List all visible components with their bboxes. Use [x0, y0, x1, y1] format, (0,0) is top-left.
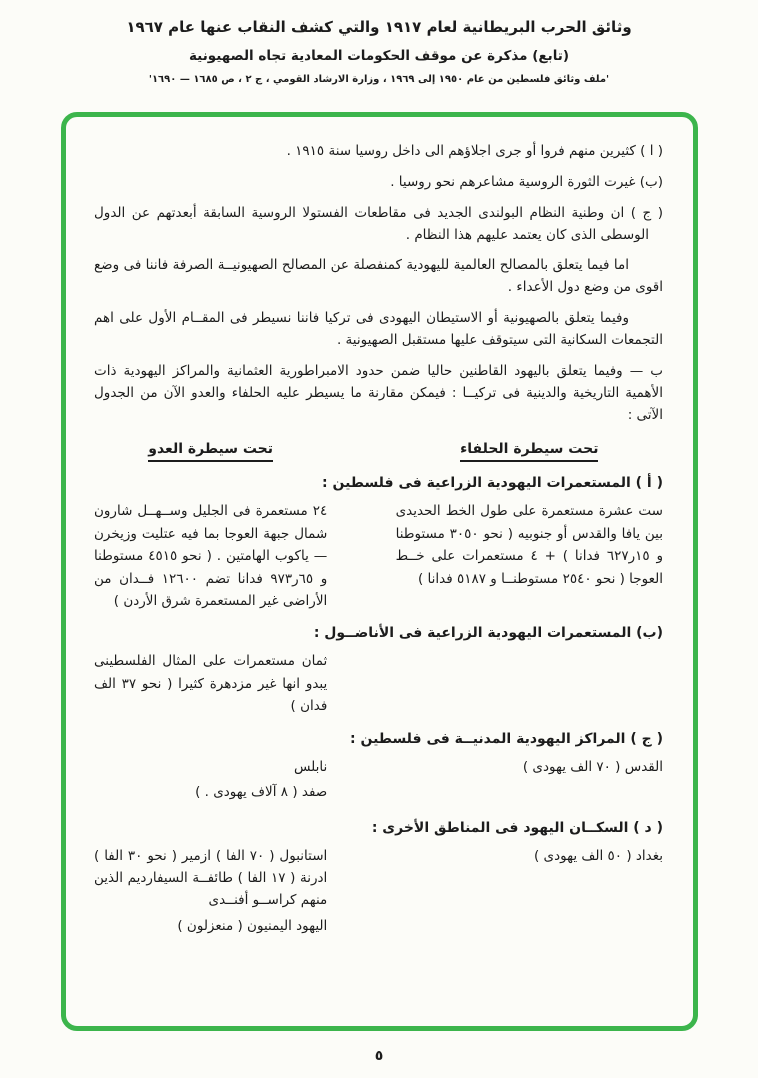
paragraph-comparison-intro: ب — وفيما يتعلق باليهود القاطنين حاليا ضمن حدود الامبراطورية العثمانية والمراكز اليهودية ذات الأهمية التاريخية والدينية فى تركيــا : فيمكن مقارنة ما يسيطر عليه الحلفاء والعدو الآن من الجدول الآتى :	[94, 362, 663, 423]
document-title: وثائق الحرب البريطانية لعام ١٩١٧ والتي كشف النقاب عنها عام ١٩٦٧	[126, 18, 632, 36]
section-c-enemy-cell	[94, 756, 327, 807]
section-d-columns	[94, 845, 663, 941]
section-jewish-population-other-areas	[94, 820, 663, 941]
section-agricultural-colonies-anatolia	[94, 625, 663, 717]
section-d-enemy-cell	[94, 845, 327, 941]
section-civil-centers-palestine	[94, 731, 663, 807]
section-a-title: ( أ ) المستعمرات اليهودية الزراعية فى فلسطين :	[322, 475, 663, 492]
paragraph-item-b: (ب) غيرت الثورة الروسية مشاعرهم نحو روسيا .	[390, 173, 663, 190]
allies-header-column	[396, 438, 663, 462]
section-a-allies-cell: ست عشرة مستعمرة على طول الخط الحديدى بين يافا والقدس أو جنوبيه ( نحو ٣٠٥٠ مستوطنا و ١٥ر٦٢٧ فدانا ) + ٤ مستعمرات على خــط العوجا ( نحو ٢٥٤٠ مستوطنــا و ٥١٨٧ فدانا )	[395, 503, 664, 587]
paragraph-item-j: ( ج ) ان وطنية النظام البولندى الجديد فى مقاطعات الفستولا الروسية السابقة أبعدتهم عن الدول الوسطى الذى كان يعتمد عليهم هذا النظام .	[94, 204, 663, 243]
enemy-header-column	[94, 438, 327, 462]
enemy-line: نابلس	[293, 758, 328, 775]
section-c-allies-cell: القدس ( ٧٠ الف يهودى )	[522, 758, 663, 775]
section-b-allies-cell	[396, 650, 663, 717]
section-c-columns	[94, 756, 663, 807]
section-b-enemy-cell: ثمان مستعمرات على المثال الفلسطينى يبدو انها غير مزدهرة كثيرا ( نحو ٣٧ الف فدان )	[94, 653, 328, 715]
paragraph-world-interests: اما فيما يتعلق بالمصالح العالمية لليهودية كمنفصلة عن المصالح الصهيونيــة الصرفة فاننا فى وضع اقوى من وضع دول الأعداء .	[94, 257, 663, 296]
comparison-column-headers	[94, 438, 663, 462]
section-b-columns	[94, 650, 663, 717]
enemy-line: استانبول ( ٧٠ الفا ) ازمير ( نحو ٣٠ الفا ) ادرنة ( ١٧ الفا ) طائفــة السيفارديم الذين منهم كراســو أفنــدى	[94, 847, 328, 909]
document-header	[0, 0, 758, 85]
content-frame	[61, 112, 698, 1031]
enemy-line: اليهود اليمنيون ( منعزلون )	[177, 917, 328, 934]
section-d-title: ( د ) السكــان اليهود فى المناطق الأخرى :	[371, 819, 663, 836]
section-a-columns	[94, 500, 663, 612]
page-number: ٥	[374, 1048, 384, 1064]
column-header-enemy: تحت سيطرة العدو	[148, 441, 273, 462]
section-b-title: (ب) المستعمرات اليهودية الزراعية فى الأناضــول :	[313, 625, 663, 642]
section-a-enemy-cell: ٢٤ مستعمرة فى الجليل وســهــل شارون شمال جبهة العوجا بما فيه عتليت وزيخرن — ياكوب الهامتين . ( نحو ٤٥١٥ مستوطنا و ٦٥ر٩٧٣ فدانا تضم ١٢٦٠٠ فــدان من الأراضى غير المستعمرة شرق الأردن )	[94, 503, 328, 610]
document-source-citation: 'ملف وثائق فلسطين من عام ١٩٥٠ إلى ١٩٦٩ ، وزارة الارشاد القومي ، ج ٢ ، ص ١٦٨٥ — ١٦٩٠'	[148, 74, 610, 85]
paragraph-item-a: ( ا ) كثيرين منهم فروا أو جرى اجلاؤهم الى داخل روسيا سنة ١٩١٥ .	[286, 143, 663, 159]
enemy-line: صفد ( ٨ آلاف يهودى . )	[195, 784, 328, 801]
page-footer	[0, 1045, 758, 1064]
section-c-title: ( ج ) المراكز اليهودية المدنيــة فى فلسطين :	[350, 730, 663, 747]
section-d-allies-cell: بغداد ( ٥٠ الف يهودى )	[534, 847, 663, 864]
column-header-allies: تحت سيطرة الحلفاء	[460, 441, 598, 462]
paragraph-zionism-turkey: وفيما يتعلق بالصهيونية أو الاستيطان اليهودى فى تركيا فاننا نسيطر فى المقــام الأول على اهم التجمعات السكانية التى سيتوقف عليها مستقبل الصهيونية .	[94, 310, 663, 349]
document-subtitle: (تابع) مذكرة عن موقف الحكومات المعادية تجاه الصهيونية	[189, 48, 569, 64]
section-agricultural-colonies-palestine	[94, 475, 663, 612]
